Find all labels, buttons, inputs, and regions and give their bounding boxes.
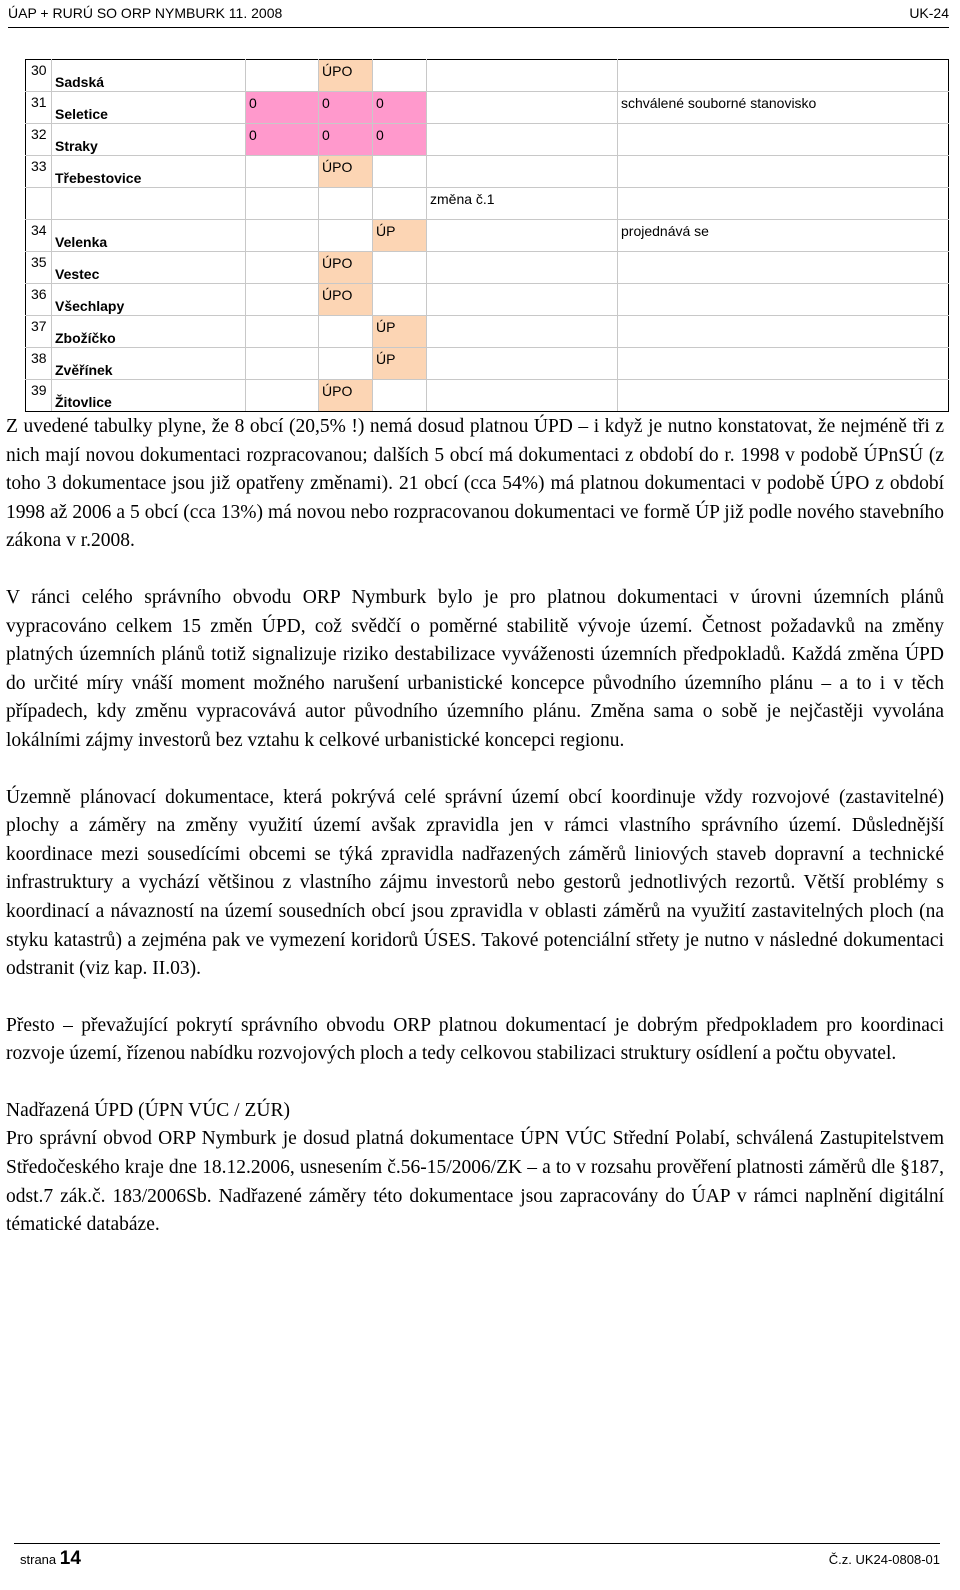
page-number: 14 xyxy=(59,1548,81,1569)
page-label: strana xyxy=(20,1552,57,1567)
table-cell-c1 xyxy=(246,220,319,252)
table-cell-c4 xyxy=(427,60,618,92)
table-cell-c4 xyxy=(427,380,618,412)
table-cell-c1 xyxy=(246,284,319,316)
table-cell-c5 xyxy=(618,252,949,284)
municipality-name: Zvěřínek xyxy=(52,348,246,380)
table-cell-c3 xyxy=(373,284,427,316)
table-cell-c4 xyxy=(427,348,618,380)
table-cell-c2: ÚPO xyxy=(319,284,373,316)
table-cell-c2: ÚPO xyxy=(319,380,373,412)
table-row xyxy=(26,220,949,252)
table-cell-c3 xyxy=(373,380,427,412)
table-cell-c4 xyxy=(427,316,618,348)
row-number: 36 xyxy=(26,284,52,316)
paragraph-summary: Z uvedené tabulky plyne, že 8 obcí (20,5% !) nemá dosud platnou ÚPD – i když je nutno konstatovat, že nejméně tři z nich mají novou dokumentaci rozpracovanou; dalších 5 obcí má dokumentaci z období do r. 1998 v podobě ÚPnSÚ (z toho 3 dokumentace jsou již opatřeny změnami). 21 obcí (cca 54%) má platnou dokumentaci v podobě ÚPO z období 1998 až 2006 a 5 obcí (cca 13%) má novou nebo rozpracovanou dokumentaci ve formě ÚP již podle nového stavebního zákona v r.2008. xyxy=(6,416,944,552)
table-cell-c4 xyxy=(427,92,618,124)
table-cell-c2: 0 xyxy=(319,124,373,156)
table-cell-c1 xyxy=(246,348,319,380)
table-cell-c4 xyxy=(427,220,618,252)
table-cell-c5 xyxy=(618,124,949,156)
table-cell-c1 xyxy=(246,156,319,188)
municipality-name xyxy=(52,188,246,220)
footer-divider xyxy=(14,1543,940,1544)
table-cell-c5 xyxy=(618,60,949,92)
paragraph-changes: V ránci celého správního obvodu ORP Nymburk bylo je pro platnou dokumentaci v úrovni územních plánů vypracováno celkem 15 změn ÚPD, což svědčí o poměrné stabilitě vývoje území. Četnost požadavků na změny platných územních plánů totiž signalizuje riziko destabilizace vyváženosti územních předpokladů. Každá změna ÚPD do určité míry vnáší moment možného narušení urbanistické koncepce původního územního plánu – a to i v těch případech, kdy změnu vypracovává autor původního územního plánu. Změna sama o sobě je nejčastěji vyvolána lokálními zájmy investorů bez vztahu k celkové urbanistické koncepci regionu. xyxy=(6,586,944,751)
table-cell-c5 xyxy=(618,284,949,316)
table-row xyxy=(26,252,949,284)
table-row xyxy=(26,348,949,380)
paragraph-coordination: Územně plánovací dokumentace, která pokrývá celé správní území obcí koordinuje vždy rozvojové (zastavitelné) plochy a záměry na změny využití území avšak zpravidla jen v rámci vlastního správního území. Důslednější koordinace mezi sousedícími obcemi se týká zpravidla nadřazených záměrů liniových staveb dopravní a technické infrastruktury a vychází většinou z vlastního zájmu investorů nebo gestorů jednotlivých rezortů. Větší problémy s koordinací a návazností na území sousedních obcí jsou zpravidla v oblasti záměrů na využití zastavitelných ploch (na styku katastrů) a zejména pak ve vymezení koridorů ÚSES. Takové potenciální střety je nutno v následné dokumentaci odstranit (viz kap. II.03). xyxy=(6,786,944,980)
table-cell-c2: ÚPO xyxy=(319,252,373,284)
municipality-name: Vestec xyxy=(52,252,246,284)
row-number: 33 xyxy=(26,156,52,188)
row-number: 37 xyxy=(26,316,52,348)
paragraph-conclusion: Přesto – převažující pokrytí správního obvodu ORP platnou dokumentací je dobrým předpokladem pro koordinaci rozvoje území, řízenou nabídku rozvojových ploch a tedy celkovou stabilizaci struktury osídlení a počtu obyvatel. xyxy=(6,1014,944,1065)
table-cell-c3: 0 xyxy=(373,92,427,124)
table-cell-c2 xyxy=(319,188,373,220)
table-cell-c4 xyxy=(427,124,618,156)
table-row xyxy=(26,316,949,348)
municipality-name: Žitovlice xyxy=(52,380,246,412)
document-code: Č.z. UK24-0808-01 xyxy=(828,1552,940,1567)
table-cell-c5 xyxy=(618,348,949,380)
table-cell-c1 xyxy=(246,188,319,220)
table-row xyxy=(26,60,949,92)
table-cell-c4: změna č.1 xyxy=(427,188,618,220)
table-cell-c4 xyxy=(427,156,618,188)
row-number: 35 xyxy=(26,252,52,284)
page-number-label xyxy=(20,1548,81,1570)
table-cell-c1 xyxy=(246,60,319,92)
municipality-name: Sadská xyxy=(52,60,246,92)
table-cell-c5 xyxy=(618,188,949,220)
table-row xyxy=(26,124,949,156)
table-cell-c4 xyxy=(427,284,618,316)
paragraph-superior-documentation: Pro správní obvod ORP Nymburk je dosud platná dokumentace ÚPN VÚC Střední Polabí, schválená Zastupitelstvem Středočeského kraje dne 18.12.2006, usnesením č.56-15/2006/ZK – a to v rozsahu prověření platnosti záměrů dle §187, odst.7 zák.č. 183/2006Sb. Nadřazené záměry této dokumentace jsou zapracovány do ÚAP v rámci naplnění digitální tématické databáze. xyxy=(6,1128,944,1236)
table-row xyxy=(26,156,949,188)
table-row xyxy=(26,188,949,220)
row-number: 30 xyxy=(26,60,52,92)
table-cell-c1: 0 xyxy=(246,92,319,124)
municipality-table xyxy=(25,59,949,412)
table-cell-c3 xyxy=(373,252,427,284)
municipality-name: Straky xyxy=(52,124,246,156)
table-cell-c5: schválené souborné stanovisko xyxy=(618,92,949,124)
table-cell-c5: projednává se xyxy=(618,220,949,252)
table-cell-c5 xyxy=(618,380,949,412)
table-cell-c2: ÚPO xyxy=(319,156,373,188)
table-cell-c5 xyxy=(618,316,949,348)
table-cell-c4 xyxy=(427,252,618,284)
table-row xyxy=(26,92,949,124)
table-cell-c1 xyxy=(246,252,319,284)
table-row xyxy=(26,380,949,412)
row-number: 34 xyxy=(26,220,52,252)
table-cell-c3: ÚP xyxy=(373,220,427,252)
row-number: 31 xyxy=(26,92,52,124)
header-title: ÚAP + RURÚ SO ORP NYMBURK 11. 2008 xyxy=(8,5,283,21)
table-cell-c3 xyxy=(373,60,427,92)
table-cell-c3 xyxy=(373,188,427,220)
municipality-name: Velenka xyxy=(52,220,246,252)
table-cell-c5 xyxy=(618,156,949,188)
body-text xyxy=(6,413,944,1240)
table-cell-c3: ÚP xyxy=(373,316,427,348)
table-cell-c3 xyxy=(373,156,427,188)
header-code: UK-24 xyxy=(909,5,949,21)
table-cell-c3: ÚP xyxy=(373,348,427,380)
row-number: 38 xyxy=(26,348,52,380)
table-cell-c2 xyxy=(319,316,373,348)
municipality-name: Třebestovice xyxy=(52,156,246,188)
table-cell-c1 xyxy=(246,316,319,348)
municipality-name: Všechlapy xyxy=(52,284,246,316)
table-cell-c2: ÚPO xyxy=(319,60,373,92)
table-cell-c2 xyxy=(319,220,373,252)
table-cell-c1: 0 xyxy=(246,124,319,156)
table-cell-c3: 0 xyxy=(373,124,427,156)
table-cell-c2 xyxy=(319,348,373,380)
table-cell-c1 xyxy=(246,380,319,412)
municipality-name: Seletice xyxy=(52,92,246,124)
municipality-name: Zbožíčko xyxy=(52,316,246,348)
header-divider xyxy=(8,27,949,28)
table-cell-c2: 0 xyxy=(319,92,373,124)
table-row xyxy=(26,284,949,316)
row-number: 32 xyxy=(26,124,52,156)
section-heading: Nadřazená ÚPD (ÚPN VÚC / ZÚR) xyxy=(6,1099,290,1121)
row-number: 39 xyxy=(26,380,52,412)
row-number xyxy=(26,188,52,220)
